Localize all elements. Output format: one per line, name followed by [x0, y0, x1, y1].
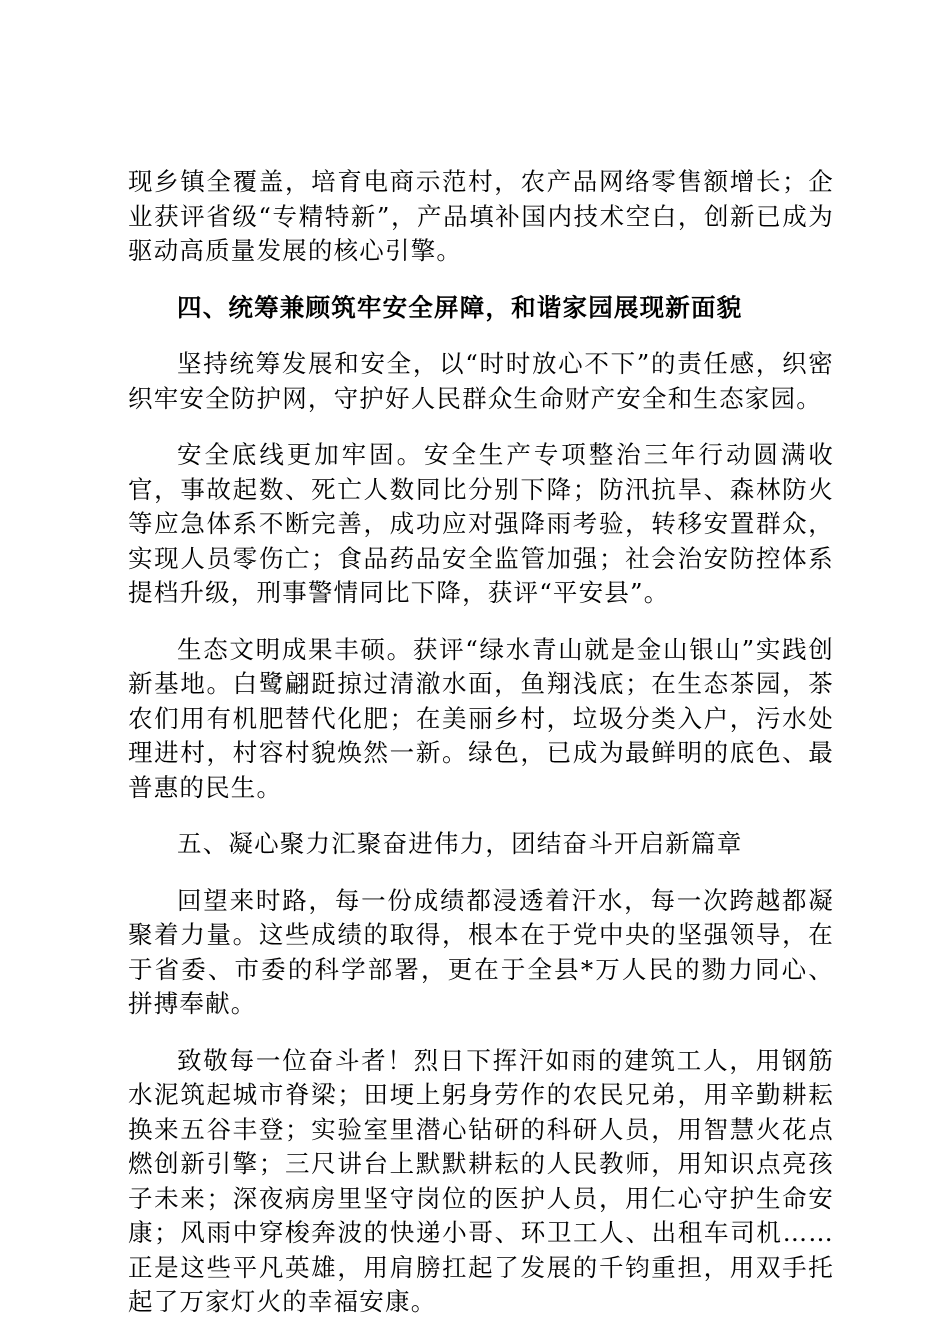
paragraph-tribute: 致敬每一位奋斗者！烈日下挥汗如雨的建筑工人，用钢筋水泥筑起城市脊梁；田埂上躬身劳作的农民兄弟，用辛勤耕耘换来五谷丰登；实验室里潜心钻研的科研人员，用智慧火花点燃创新引擎；三尺讲台上默默耕耘的人民教师，用知识点亮孩子未来；深夜病房里坚守岗位的医护人员，用仁心守护生命安康；风雨中穿梭奔波的快递小哥、环卫工人、出租车司机……正是这些平凡英雄，用肩膀扛起了发展的千钧重担，用双手托起了万家灯火的幸福安康。 — [128, 1045, 834, 1316]
paragraph-safety-intro: 坚持统筹发展和安全，以“时时放心不下”的责任感，织密织牢安全防护网，守护好人民群众生命财产安全和生态家园。 — [128, 349, 834, 413]
paragraph-safety-baseline: 安全底线更加牢固。安全生产专项整治三年行动圆满收官，事故起数、死亡人数同比分别下降；防汛抗旱、森林防火等应急体系不断完善，成功应对强降雨考验，转移安置群众，实现人员零伤亡；食品药品安全监管加强；社会治安防控体系提档升级，刑事警情同比下降，获评“平安县”。 — [128, 440, 834, 607]
section-heading-four: 四、统筹兼顾筑牢安全屏障，和谐家园展现新面貌 — [177, 292, 743, 322]
paragraph-continuation: 现乡镇全覆盖，培育电商示范村，农产品网络零售额增长；企业获评省级“专精特新”，产品填补国内技术空白，创新已成为驱动高质量发展的核心引擎。 — [128, 167, 834, 265]
section-heading-five: 五、凝心聚力汇聚奋进伟力，团结奋斗开启新篇章 — [177, 829, 743, 858]
paragraph-ecology: 生态文明成果丰硕。获评“绿水青山就是金山银山”实践创新基地。白鹭翩跹掠过清澈水面，鱼翔浅底；在生态茶园，茶农们用有机肥替代化肥；在美丽乡村，垃圾分类入户，污水处理进村，村容村貌焕然一新。绿色，已成为最鲜明的底色、最普惠的民生。 — [128, 634, 834, 802]
paragraph-retrospect: 回望来时路，每一份成绩都浸透着汗水，每一次跨越都凝聚着力量。这些成绩的取得，根本在于党中央的坚强领导，在于省委、市委的科学部署，更在于全县*万人民的勠力同心、拼搏奉献。 — [128, 885, 834, 1018]
document-body — [128, 165, 834, 1342]
